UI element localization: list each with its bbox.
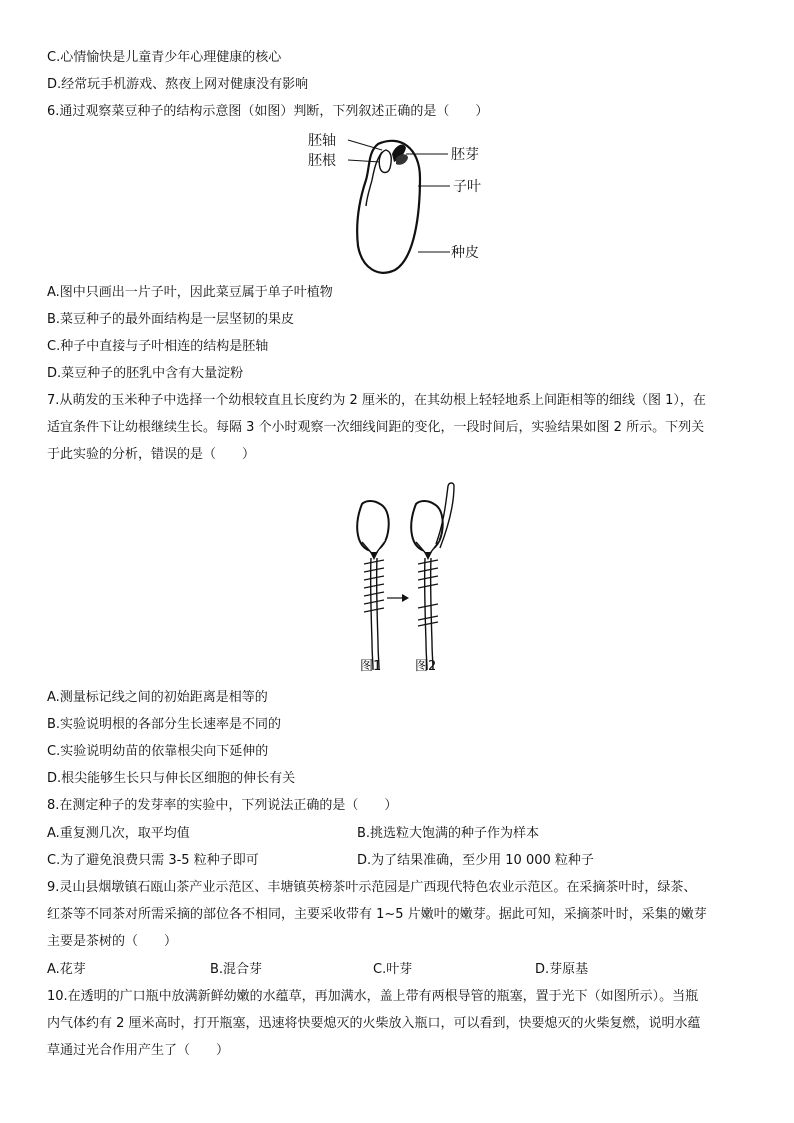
q9-stem-line3: 主要是茶树的（ ） <box>47 934 178 949</box>
q6-option-b: B.菜豆种子的最外面结构是一层坚韧的果皮 <box>47 312 295 327</box>
q8-option-a: A.重复测几次，取平均值 <box>47 826 190 841</box>
corn-root-figure <box>340 482 470 677</box>
q6-option-c: C.种子中直接与子叶相连的结构是胚轴 <box>47 339 269 354</box>
q9-option-b: B.混合芽 <box>210 962 263 977</box>
q8-option-d: D.为了结果准确，至少用 10 000 粒种子 <box>357 853 594 868</box>
bean-seed-figure <box>300 128 500 278</box>
q9-stem-line1: 9.灵山县烟墩镇石瓯山茶产业示范区、丰塘镇英榜茶叶示范园是广西现代特色农业示范区。在采摘茶叶时，绿茶、 <box>47 880 697 895</box>
q10-stem-line1: 10.在透明的广口瓶中放满新鲜幼嫩的水蕴草，再加满水，盖上带有两根导管的瓶塞，置于光下（如图所示）。当瓶 <box>47 989 699 1004</box>
q7-option-c: C.实验说明幼苗的依靠根尖向下延伸的 <box>47 744 269 759</box>
q7-option-d: D.根尖能够生长只与伸长区细胞的伸长有关 <box>47 771 296 786</box>
q8-stem: 8.在测定种子的发芽率的实验中，下列说法正确的是（ ） <box>47 798 398 813</box>
q9-option-c: C.叶芽 <box>373 962 413 977</box>
q6-option-d: D.菜豆种子的胚乳中含有大量淀粉 <box>47 366 244 381</box>
q5-option-d: D.经常玩手机游戏、熬夜上网对健康没有影响 <box>47 77 309 92</box>
q7-stem-line3: 于此实验的分析，错误的是（ ） <box>47 447 256 462</box>
label-cotyledon: 子叶 <box>453 179 481 195</box>
q5-option-c: C.心情愉快是儿童青少年心理健康的核心 <box>47 50 282 65</box>
q10-stem-line2: 内气体约有 2 厘米高时，打开瓶塞，迅速将快要熄灭的火柴放入瓶口，可以看到，快要熄灭的火柴复燃，说明水蕴 <box>47 1016 701 1031</box>
label-seed-coat: 种皮 <box>451 245 479 261</box>
q10-stem-line3: 草通过光合作用产生了（ ） <box>47 1043 230 1058</box>
q9-option-a: A.花芽 <box>47 962 86 977</box>
fig2-caption: 图2 <box>415 659 437 674</box>
fig1-caption: 图1 <box>360 659 382 674</box>
label-radicle: 胚根 <box>308 153 336 169</box>
q9-option-d: D.芽原基 <box>535 962 589 977</box>
q7-stem-line2: 适宜条件下让幼根继续生长。每隔 3 个小时观察一次细线间距的变化，一段时间后，实验结果如图 2 所示。下列关 <box>47 420 705 435</box>
q7-option-b: B.实验说明根的各部分生长速率是不同的 <box>47 717 282 732</box>
q7-option-a: A.测量标记线之间的初始距离是相等的 <box>47 690 268 705</box>
q8-option-b: B.挑选粒大饱满的种子作为样本 <box>357 826 540 841</box>
q6-stem: 6.通过观察菜豆种子的结构示意图（如图）判断，下列叙述正确的是（ ） <box>47 104 489 119</box>
q6-option-a: A.图中只画出一片子叶，因此菜豆属于单子叶植物 <box>47 285 333 300</box>
q7-stem-line1: 7.从萌发的玉米种子中选择一个幼根较直且长度约为 2 厘米的，在其幼根上轻轻地系上间距相等的细线（图 1），在 <box>47 393 706 408</box>
q9-stem-line2: 红茶等不同茶对所需采摘的部位各不相同，主要采收带有 1~5 片嫩叶的嫩芽。据此可知，采摘茶叶时，采集的嫩芽 <box>47 907 707 922</box>
q8-option-c: C.为了避免浪费只需 3-5 粒种子即可 <box>47 853 259 868</box>
label-plumule: 胚芽 <box>451 147 479 163</box>
label-hypocotyl: 胚轴 <box>308 133 336 149</box>
